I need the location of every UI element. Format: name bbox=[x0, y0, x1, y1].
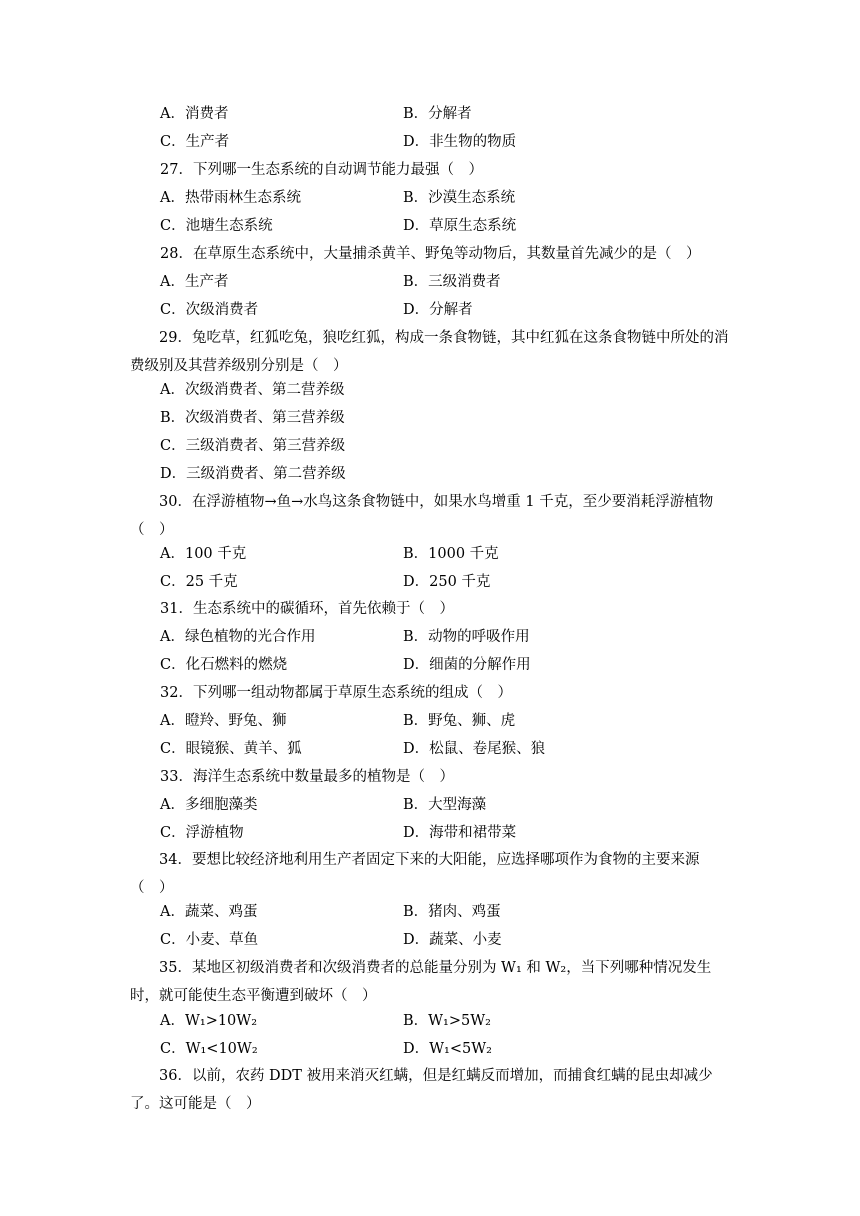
option-b-d: B．三级消费者 bbox=[403, 274, 501, 290]
option-a-c: A．100 千克 bbox=[160, 546, 247, 562]
option-a-c: C．W₁<10W₂ bbox=[160, 1041, 258, 1057]
option-b-d: D．草原生态系统 bbox=[403, 218, 517, 234]
option-b-d: D．分解者 bbox=[403, 302, 473, 318]
question-text: 33．海洋生态系统中数量最多的植物是（ ） bbox=[160, 769, 454, 785]
question-text: 27．下列哪一生态系统的自动调节能力最强（ ） bbox=[160, 162, 483, 178]
option-b-d: B．猪肉、鸡蛋 bbox=[403, 904, 501, 920]
question-text: 36．以前，农药 DDT 被用来消灭红螨，但是红螨反而增加，而捕食红螨的昆虫却减少了。这可能是（ ） bbox=[130, 1068, 713, 1112]
option-b-d: B．分解者 bbox=[403, 106, 472, 122]
option-a-c: A．瞪羚、野兔、狮 bbox=[160, 713, 287, 729]
question-text: 35．某地区初级消费者和次级消费者的总能量分别为 W₁ 和 W₂，当下列哪种情况发生时，就可能使生态平衡遭到破坏（ ） bbox=[130, 960, 712, 1004]
option-a-c: C．小麦、草鱼 bbox=[160, 932, 259, 948]
option-b-d: B．野兔、狮、虎 bbox=[403, 713, 516, 729]
option-a-c: A．生产者 bbox=[160, 274, 229, 290]
option-a-c: C．眼镜猴、黄羊、狐 bbox=[160, 741, 302, 757]
option-a-c: A．W₁>10W₂ bbox=[160, 1013, 258, 1029]
option-b-d: D．蔬菜、小麦 bbox=[403, 932, 502, 948]
option-b-d: B．W₁>5W₂ bbox=[403, 1013, 491, 1029]
option-a-c: A．热带雨林生态系统 bbox=[160, 190, 301, 206]
question-text: 34．要想比较经济地利用生产者固定下来的大阳能，应选择哪项作为食物的主要来源（ ） bbox=[130, 852, 700, 896]
question-text: 30．在浮游植物→鱼→水鸟这条食物链中，如果水鸟增重 1 千克，至少要消耗浮游植物（ ） bbox=[130, 494, 714, 538]
option: B．次级消费者、第三营养级 bbox=[160, 410, 345, 426]
question-text: 31．生态系统中的碳循环，首先依赖于（ ） bbox=[160, 601, 454, 617]
option-a-c: A．绿色植物的光合作用 bbox=[160, 629, 316, 645]
option-b-d: B．大型海藻 bbox=[403, 797, 487, 813]
option-a-c: C．浮游植物 bbox=[160, 825, 244, 841]
option-a-c: C．池塘生态系统 bbox=[160, 218, 273, 234]
option-b-d: D．250 千克 bbox=[403, 574, 491, 590]
option-a-c: A．消费者 bbox=[160, 106, 229, 122]
option-a-c: A．多细胞藻类 bbox=[160, 797, 258, 813]
option-a-c: C．25 千克 bbox=[160, 574, 238, 590]
option-b-d: B．沙漠生态系统 bbox=[403, 190, 516, 206]
option: A．次级消费者、第二营养级 bbox=[160, 382, 345, 398]
question-text: 29．兔吃草，红狐吃兔，狼吃红狐，构成一条食物链，其中红狐在这条食物链中所处的消费级别及其营养级别分别是（ ） bbox=[130, 330, 729, 374]
option-b-d: D．细菌的分解作用 bbox=[403, 657, 531, 673]
question-text: 32．下列哪一组动物都属于草原生态系统的组成（ ） bbox=[160, 685, 512, 701]
option-a-c: A．蔬菜、鸡蛋 bbox=[160, 904, 258, 920]
option-b-d: D．海带和裙带菜 bbox=[403, 825, 517, 841]
option-a-c: C．次级消费者 bbox=[160, 302, 259, 318]
option-b-d: D．非生物的物质 bbox=[403, 134, 517, 150]
option: D．三级消费者、第二营养级 bbox=[160, 466, 346, 482]
option-b-d: B．1000 千克 bbox=[403, 546, 499, 562]
option-b-d: D．W₁<5W₂ bbox=[403, 1041, 492, 1057]
option: C．三级消费者、第三营养级 bbox=[160, 438, 346, 454]
question-text: 28．在草原生态系统中，大量捕杀黄羊、野兔等动物后，其数量首先减少的是（ ） bbox=[160, 246, 701, 262]
option-b-d: D．松鼠、卷尾猴、狼 bbox=[403, 741, 546, 757]
option-b-d: B．动物的呼吸作用 bbox=[403, 629, 530, 645]
option-a-c: C．化石燃料的燃烧 bbox=[160, 657, 288, 673]
option-a-c: C．生产者 bbox=[160, 134, 230, 150]
